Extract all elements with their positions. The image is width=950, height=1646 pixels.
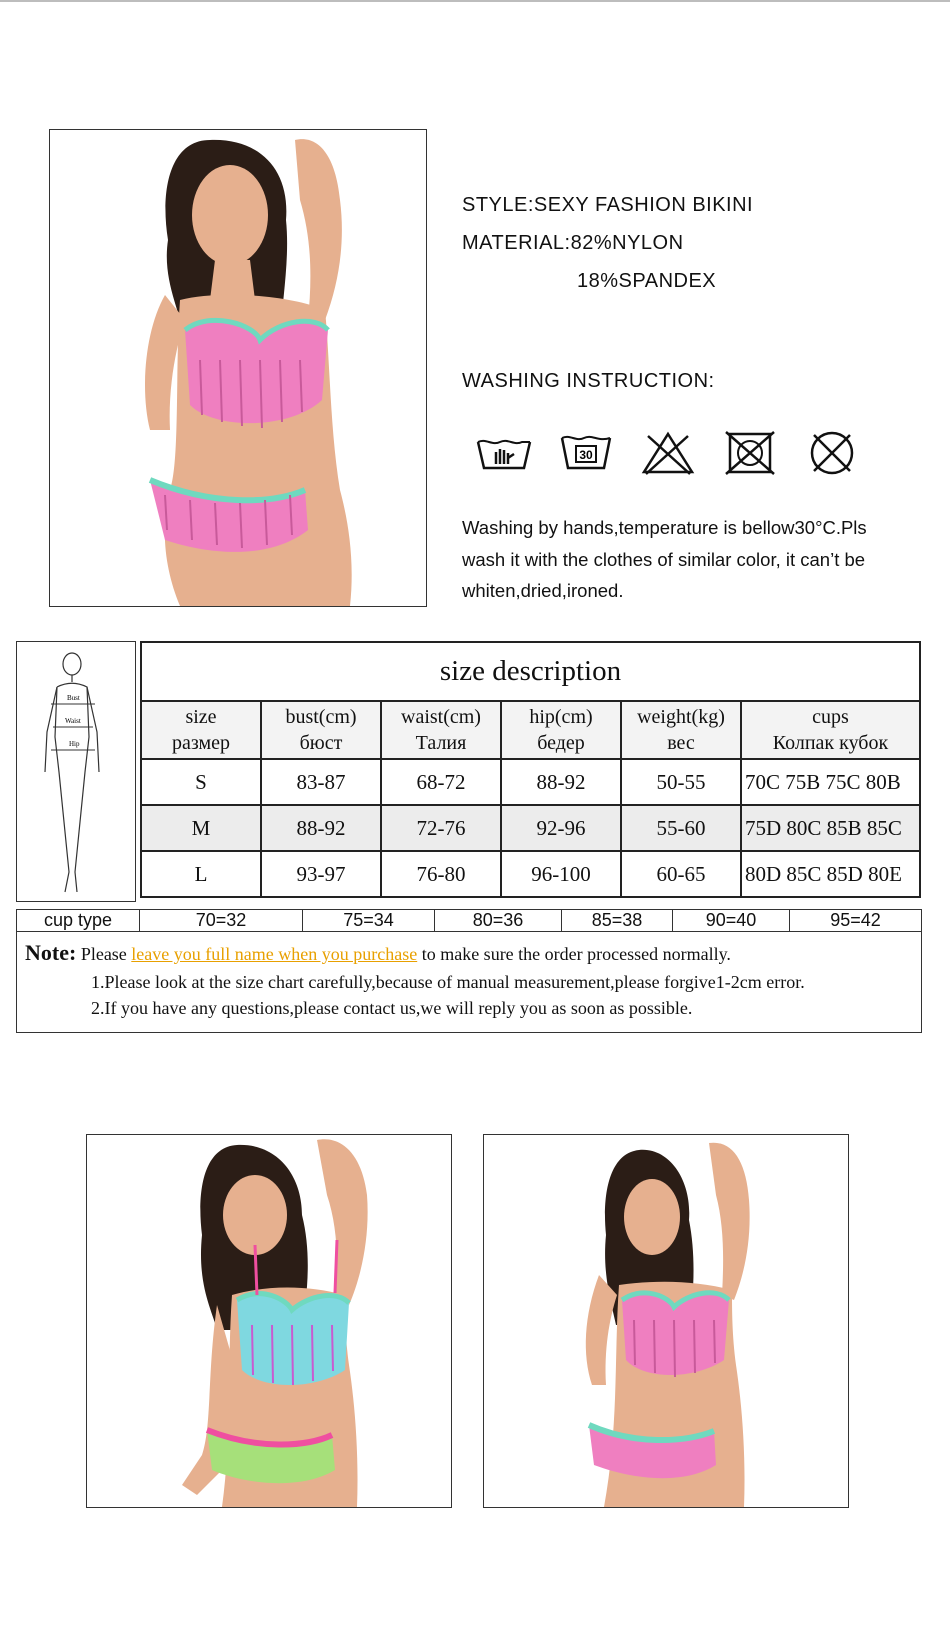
size-table <box>140 641 921 898</box>
cup-type-value: 85=38 <box>562 910 673 932</box>
cup-type-value: 90=40 <box>673 910 790 932</box>
wash-30-icon <box>556 428 616 478</box>
product-photo-main <box>49 129 427 607</box>
washing-icons <box>474 428 862 478</box>
table-cell: 55-60 <box>621 805 741 851</box>
table-cell: 72-76 <box>381 805 501 851</box>
table-cell: 60-65 <box>621 851 741 897</box>
table-cell: M <box>141 805 261 851</box>
note-highlight-link[interactable]: leave you full name when you purchase <box>131 944 418 964</box>
table-cell: S <box>141 759 261 805</box>
size-table-header <box>141 701 920 759</box>
no-dry-clean-icon <box>802 428 862 478</box>
cup-type-label: cup type <box>17 910 140 932</box>
waist-label: Waist <box>65 717 81 725</box>
header-cups: cups Колпак кубок <box>741 701 920 759</box>
table-cell: 88-92 <box>501 759 621 805</box>
table-cell: 80D 85C 85D 80E <box>741 851 920 897</box>
table-row <box>141 851 920 897</box>
table-cell: 92-96 <box>501 805 621 851</box>
cup-type-value: 80=36 <box>435 910 562 932</box>
model-figure-illustration <box>50 130 426 606</box>
note-line-1 <box>25 940 731 966</box>
note-text: Please <box>80 944 132 964</box>
cup-type-value: 75=34 <box>303 910 435 932</box>
top-divider <box>0 0 950 2</box>
bust-label: Bust <box>67 694 80 702</box>
header-size: size размер <box>141 701 261 759</box>
table-cell: 70C 75B 75C 80B <box>741 759 920 805</box>
table-cell: 76-80 <box>381 851 501 897</box>
table-cell: 83-87 <box>261 759 381 805</box>
table-cell: 50-55 <box>621 759 741 805</box>
material-text: MATERIAL:82%NYLON <box>462 232 684 254</box>
header-waist: waist(cm) Талия <box>381 701 501 759</box>
material-text-2: 18%SPANDEX <box>577 270 717 292</box>
cup-type-table <box>16 909 922 932</box>
table-cell: L <box>141 851 261 897</box>
hand-wash-icon <box>474 428 534 478</box>
header-hip: hip(cm) бедер <box>501 701 621 759</box>
note-label: Note: <box>25 940 77 965</box>
body-measurement-figure <box>16 641 136 902</box>
wash-temp-label: 30 <box>579 448 593 462</box>
table-row <box>141 805 920 851</box>
hip-label: Hip <box>69 740 80 748</box>
note-box <box>16 932 922 1033</box>
product-photo-right <box>483 1134 849 1508</box>
no-tumble-dry-icon <box>720 428 780 478</box>
note-text: to make sure the order processed normally. <box>417 944 731 964</box>
cup-type-value: 70=32 <box>140 910 303 932</box>
table-cell: 68-72 <box>381 759 501 805</box>
no-bleach-icon <box>638 428 698 478</box>
note-line-2: 1.Please look at the size chart carefully,because of manual measurement,please forgive1-2cm error. <box>91 972 805 992</box>
table-cell: 75D 80C 85B 85C <box>741 805 920 851</box>
style-text: STYLE:SEXY FASHION BIKINI <box>462 194 754 216</box>
washing-title: WASHING INSTRUCTION: <box>462 370 715 392</box>
table-cell: 93-97 <box>261 851 381 897</box>
table-cell: 96-100 <box>501 851 621 897</box>
table-cell: 88-92 <box>261 805 381 851</box>
product-photo-left <box>86 1134 452 1508</box>
header-weight: weight(kg) вес <box>621 701 741 759</box>
cup-type-value: 95=42 <box>790 910 922 932</box>
washing-instructions-text: Washing by hands,temperature is bellow30°C.Pls wash it with the clothes of similar color, it can’t be whiten,dried,ironed. <box>462 517 867 601</box>
table-row <box>141 759 920 805</box>
note-line-3: 2.If you have any questions,please contact us,we will reply you as soon as possible. <box>91 998 693 1018</box>
header-bust: bust(cm) бюст <box>261 701 381 759</box>
size-table-title: size description <box>141 642 920 701</box>
